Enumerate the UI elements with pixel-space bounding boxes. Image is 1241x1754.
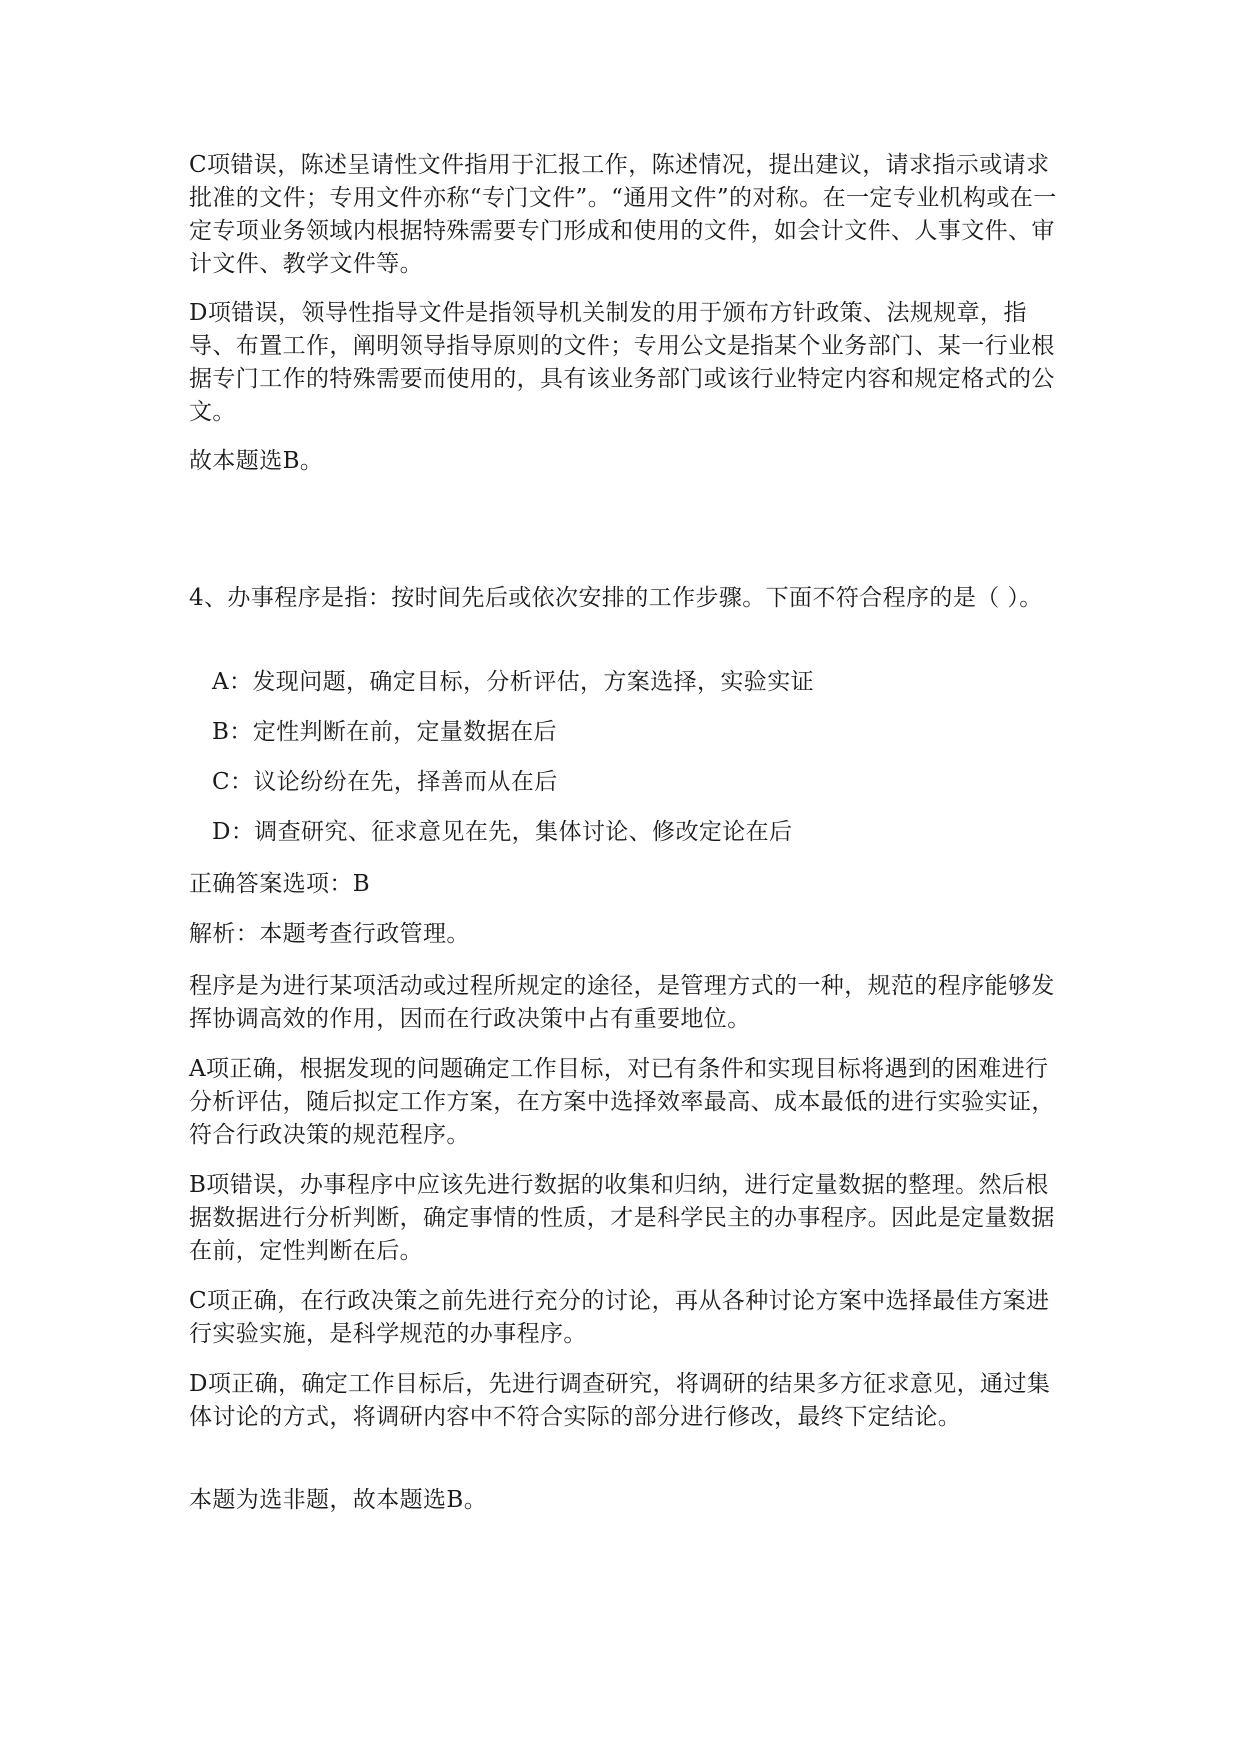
option-b: B：定性判断在前，定量数据在后	[212, 719, 557, 745]
option-d: D：调查研究、征求意见在先，集体讨论、修改定论在后	[212, 819, 793, 845]
option-a: A：发现问题，确定目标，分析评估，方案选择，实验实证	[212, 669, 815, 695]
option-a-explanation: A项正确，根据发现的问题确定工作目标，对已有条件和实现目标将遇到的困难进行分析评估，随后拟定工作方案，在方案中选择效率最高、成本最低的进行实验实证，符合行政决策的规范程序。	[189, 1056, 1055, 1148]
question-4-conclusion: 本题为选非题，故本题选B。	[189, 1487, 488, 1513]
option-c-explanation: C项正确，在行政决策之前先进行充分的讨论，再从各种讨论方案中选择最佳方案进行实验实施，是科学规范的办事程序。	[189, 1288, 1050, 1347]
option-c: C：议论纷纷在先，择善而从在后	[212, 769, 558, 795]
prev-option-c-explanation: C项错误，陈述呈请性文件指用于汇报工作，陈述情况，提出建议，请求指示或请求批准的文件；专用文件亦称“专门文件”。“通用文件”的对称。在一定专业机构或在一定专项业务领域内根据特殊需要专门形成和使用的文件，如会计文件、人事文件、审计文件、教学文件等。	[189, 152, 1057, 277]
prev-option-d-explanation: D项错误，领导性指导文件是指领导机关制发的用于颁布方针政策、法规规章，指导、布置工作，阐明领导指导原则的文件；专用公文是指某个业务部门、某一行业根据专门工作的特殊需要而使用的，具有该业务部门或该行业特定内容和规定格式的公文。	[189, 300, 1055, 425]
analysis-intro: 解析：本题考查行政管理。	[189, 921, 470, 947]
prev-conclusion: 故本题选B。	[189, 448, 324, 474]
correct-answer: 正确答案选项：B	[189, 871, 371, 897]
option-b-explanation: B项错误，办事程序中应该先进行数据的收集和归纳，进行定量数据的整理。然后根据数据进行分析判断，确定事情的性质，才是科学民主的办事程序。因此是定量数据在前，定性判断在后。	[189, 1172, 1055, 1264]
question-4-stem: 4、办事程序是指：按时间先后或依次安排的工作步骤。下面不符合程序的是（ ）。	[189, 585, 1043, 611]
analysis-background: 程序是为进行某项活动或过程所规定的途径，是管理方式的一种，规范的程序能够发挥协调高效的作用，因而在行政决策中占有重要地位。	[189, 973, 1055, 1032]
option-d-explanation: D项正确，确定工作目标后，先进行调查研究，将调研的结果多方征求意见，通过集体讨论的方式，将调研内容中不符合实际的部分进行修改，最终下定结论。	[189, 1371, 1051, 1430]
